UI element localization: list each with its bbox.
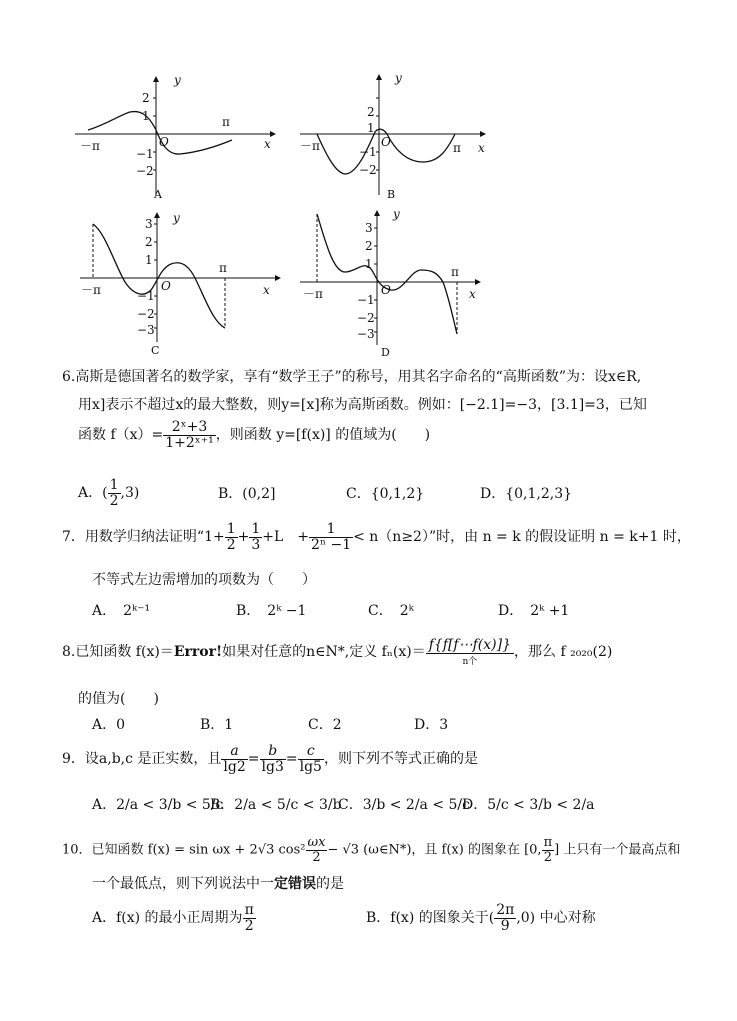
q6-opt-a-prefix: A．( (78, 485, 108, 502)
q8-under-text: n个 (462, 657, 478, 667)
q10-prefix: 10．已知函数 f(x) = sin ωx + 2√3 cos² (62, 842, 306, 858)
q7-option-d[interactable]: D． 2ᵏ +1 (498, 603, 570, 619)
graph-a-y-label: y (174, 73, 181, 87)
graph-d-tick: −3 (357, 327, 375, 341)
graph-d-tick: 1 (365, 257, 373, 271)
q9-f1-num: a (221, 744, 247, 760)
q8-option-b[interactable]: B．1 (200, 717, 234, 733)
q6-opt-a-num: 1 (109, 477, 119, 493)
q10-fraction-1 (306, 836, 328, 864)
q9-prefix: 9．设a,b,c 是正实数，且 (62, 751, 222, 768)
q8-option-c[interactable]: C．2 (308, 717, 342, 733)
graph-c-tick: −2 (137, 307, 155, 321)
q9-option-d[interactable]: D．5/c < 3/b < 2/a (462, 797, 595, 813)
graph-c-curve (93, 224, 225, 328)
graph-b-svg (295, 70, 505, 205)
q10-opt-b-prefix: B．f(x) 的图象关于( (366, 910, 495, 927)
graph-c-tick: −1 (137, 289, 155, 303)
q9-option-b[interactable]: B．2/a < 5/c < 3/b (210, 797, 342, 813)
graph-d-y-label: y (393, 207, 400, 221)
q8-error-text: Error! (173, 644, 223, 660)
graph-c-caption: C (151, 344, 160, 357)
q8-line1 (62, 637, 612, 667)
graph-d-tick: −1 (357, 293, 375, 307)
graph-b-tick: 1 (367, 121, 375, 135)
graph-b-neg-pi: －π (300, 139, 320, 153)
q10-opt-a-fraction (243, 903, 256, 933)
q9-fraction-2 (260, 744, 286, 774)
graph-c-tick: −3 (137, 323, 155, 337)
graph-c-tick: 1 (145, 253, 153, 267)
graph-d-caption: D (381, 346, 390, 359)
q10-fraction-2 (542, 836, 555, 864)
q6-function-fraction (163, 420, 215, 450)
q6-line2: 用x]表示不超过x的最大整数，则y=[x]称为高斯函数。例如：[−2.1]=−3，[3.1]=3，已知 (78, 397, 647, 413)
q10-f1-den: 2 (312, 849, 321, 865)
q6-frac-den: 1+2ˣ⁺¹ (165, 434, 214, 451)
q9-f3-den: lg5 (299, 758, 322, 775)
q9-suffix: ，则下列不等式正确的是 (323, 751, 478, 768)
q10-opt-a-num: π (244, 902, 254, 918)
q7-f3-num: 1 (309, 522, 353, 538)
q6-opt-a-fraction (108, 478, 121, 508)
q10-opt-b-den: 9 (500, 917, 510, 934)
q7-mid: +L + (262, 529, 310, 546)
q7-fraction-3 (309, 522, 353, 552)
q9-fraction-3 (298, 744, 324, 774)
graph-c-neg-pi: －π (81, 283, 101, 297)
graph-a-tick: 1 (142, 109, 150, 123)
graph-d-origin: O (381, 283, 391, 297)
q7-f1-num: 1 (226, 521, 236, 537)
graph-b-tick: −2 (359, 163, 377, 177)
q8-nested-function (426, 637, 514, 667)
q6-option-c[interactable]: C．{0,1,2} (346, 486, 425, 502)
q6-opt-a-den: 2 (109, 492, 119, 509)
q10-line2-a: 一个最低点，则下列说法中一 (92, 876, 274, 892)
graph-b-tick: −1 (359, 145, 377, 159)
graph-d-tick: −2 (357, 311, 375, 325)
graph-d-curve (317, 214, 457, 334)
q9-line1 (62, 744, 478, 774)
q8-prefix: 8.已知函数 f(x)＝ (62, 644, 174, 660)
graph-b-tick: 2 (367, 105, 375, 119)
q10-f2-num: π (543, 835, 553, 850)
q9-fraction-1 (221, 744, 247, 774)
q10-opt-a-den: 2 (244, 917, 254, 934)
graph-a-tick: −2 (136, 164, 154, 178)
q8-nested-text: f{f[f⋯f(x)]} (426, 637, 514, 654)
graph-a-pi: π (222, 115, 230, 129)
q10-opt-b-num: 2π (496, 902, 515, 918)
q6-option-a[interactable] (78, 478, 139, 508)
graph-c-svg (75, 210, 285, 360)
q6-line1: 6.高斯是德国著名的数学家，享有“数学王子”的称号，用其名字命名的“高斯函数”为：设x∈R, (62, 369, 642, 385)
q7-plus: + (237, 529, 250, 546)
q9-f2-den: lg3 (261, 758, 284, 775)
graph-a-tick: −1 (136, 147, 154, 161)
graph-a (70, 70, 280, 205)
q10-f2-den: 2 (543, 849, 552, 865)
q9-f2-num: b (260, 744, 286, 760)
q7-fraction-1 (225, 522, 238, 552)
q6-opt-a-suffix: ,3) (120, 485, 140, 502)
q9-f3-num: c (298, 744, 324, 760)
graph-c-pi: π (219, 261, 227, 275)
graph-d-tick: 2 (365, 239, 373, 253)
q7-fraction-2 (249, 522, 262, 552)
q8-option-d[interactable]: D．3 (414, 717, 449, 733)
q7-f2-num: 1 (251, 521, 261, 537)
graph-d-x-label: x (469, 287, 476, 301)
graph-a-x-label: x (264, 137, 271, 151)
q9-option-a[interactable]: A．2/a < 3/b < 5/c (92, 797, 224, 813)
graph-c-tick: 2 (145, 235, 153, 249)
q10-mid: − √3 (ω∈N*)，且 f(x) 的图象在 [0, (327, 842, 542, 858)
graph-a-origin: O (159, 135, 169, 149)
q6-line3-prefix: 函数 f（x）= (78, 427, 164, 444)
graph-a-tick: 2 (142, 91, 150, 105)
graph-c-y-label: y (173, 211, 180, 225)
graph-c (75, 210, 285, 360)
q9-option-c[interactable]: C．3/b < 2/a < 5/c (338, 797, 470, 813)
q6-option-d[interactable]: D．{0,1,2,3} (480, 486, 573, 502)
graph-a-caption: A (154, 188, 162, 201)
graph-b-origin: O (381, 135, 391, 149)
q7-f1-den: 2 (226, 536, 236, 553)
q10-line1 (62, 836, 680, 864)
q6-frac-num: 2ˣ+3 (163, 420, 215, 436)
q10-suffix: ] 上只有一个最高点和 (554, 842, 681, 858)
q7-f3-den: 2ⁿ −1 (311, 536, 352, 553)
q10-opt-b-fraction (494, 903, 516, 933)
q7-f2-den: 3 (251, 536, 261, 553)
graph-d-svg (295, 207, 505, 360)
q10-option-a[interactable] (92, 903, 256, 933)
graph-c-x-label: x (263, 283, 270, 297)
q9-f1-den: lg2 (223, 758, 246, 775)
q8-line2: 的值为( ) (78, 691, 159, 707)
q10-line2 (92, 873, 344, 893)
q9-eq-1: = (247, 751, 260, 768)
graph-b-y-label: y (395, 71, 402, 85)
graph-b-pi: π (453, 141, 461, 155)
q6-option-b[interactable]: B．(0,2] (218, 486, 276, 502)
q10-f1-num: ωx (307, 835, 326, 850)
graph-c-origin: O (161, 279, 171, 293)
q6-line3-suffix: ，则函数 y=[f(x)] 的值域为( ) (215, 427, 431, 444)
q8-suffix: ，那么 f ₂₀₂₀(2) (514, 644, 613, 660)
q10-line2-bold: 定错误 (274, 876, 316, 892)
graph-d-tick: 3 (365, 221, 373, 235)
q7-line1 (62, 522, 691, 552)
graph-d-pi: π (451, 265, 459, 279)
q7-line2: 不等式左边需增加的项数为（ ） (92, 572, 316, 588)
q7-prefix: 7．用数学归纳法证明“1+ (62, 529, 225, 546)
q10-opt-b-suffix: ,0) 中心对称 (516, 910, 596, 927)
graph-b-caption: B (387, 188, 396, 201)
graph-c-tick: 3 (145, 217, 153, 231)
q9-eq-2: = (285, 751, 298, 768)
q7-option-c[interactable]: C． 2ᵏ (368, 603, 414, 619)
q10-opt-a-prefix: A．f(x) 的最小正周期为 (92, 910, 243, 927)
q10-option-b[interactable] (366, 903, 596, 933)
q7-suffix: < n（n≥2）”时，由 n = k 的假设证明 n = k+1 时， (353, 529, 691, 546)
q8-mid: 如果对任意的n∈N*,定义 fₙ(x)＝ (222, 644, 426, 660)
q8-option-a[interactable]: A．0 (92, 717, 126, 733)
q10-line2-b: 的是 (316, 876, 344, 892)
q7-option-b[interactable]: B． 2ᵏ −1 (236, 603, 307, 619)
graph-a-neg-pi: －π (80, 139, 100, 153)
q6-line3 (78, 420, 430, 450)
graph-d-neg-pi: －π (303, 287, 323, 301)
q7-option-a[interactable]: A． 2ᵏ⁻¹ (92, 603, 151, 619)
graph-b-x-label: x (478, 141, 485, 155)
graph-b (295, 70, 505, 205)
graph-d (295, 207, 505, 360)
graph-a-svg (70, 70, 280, 205)
